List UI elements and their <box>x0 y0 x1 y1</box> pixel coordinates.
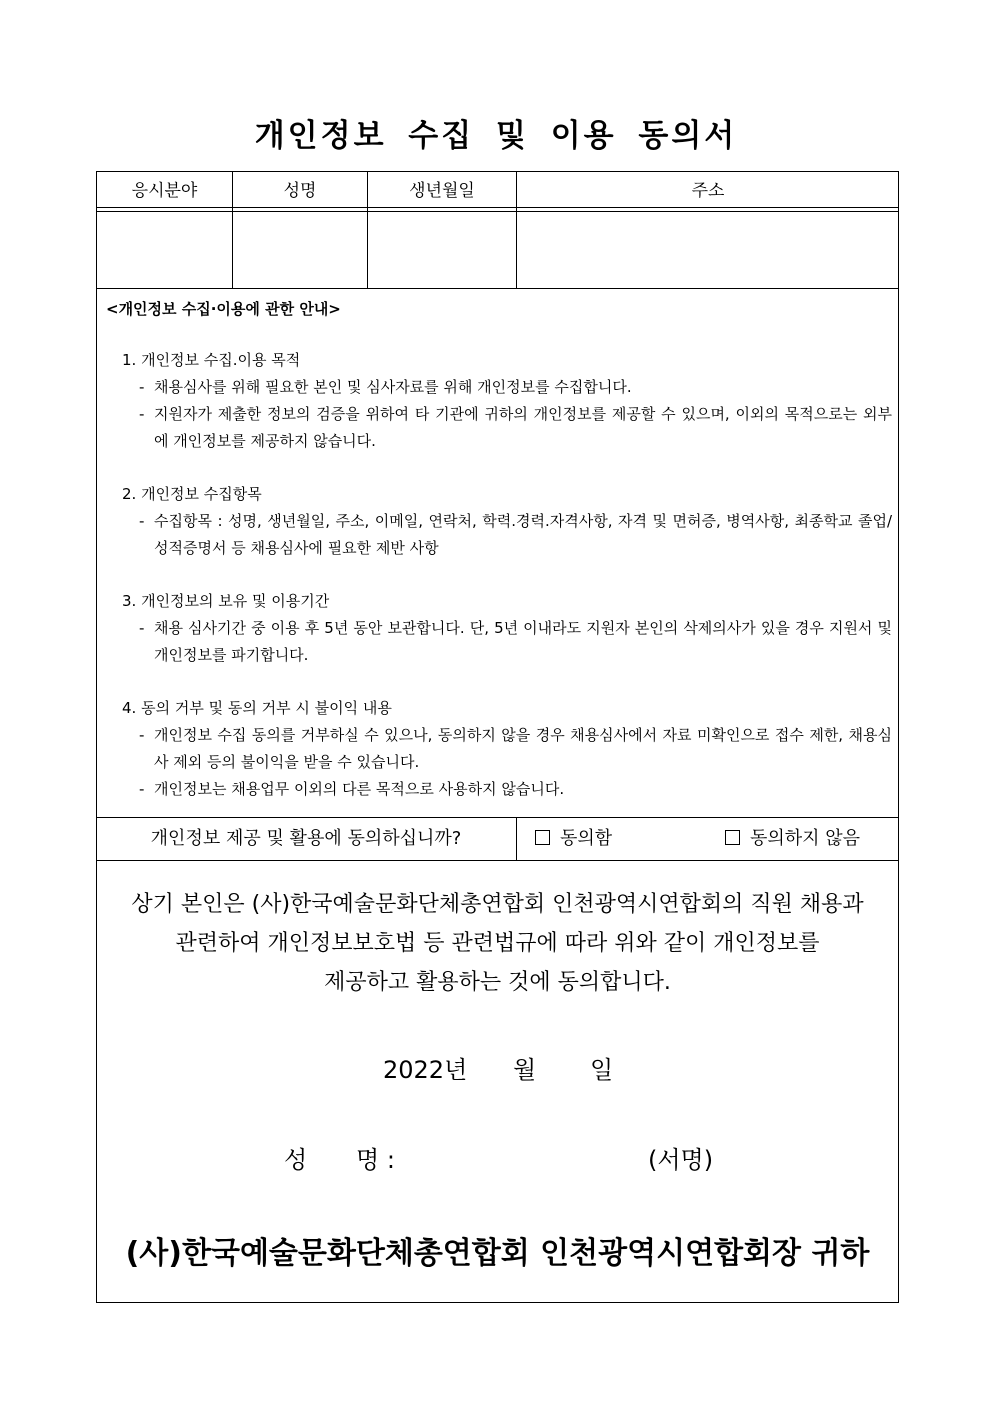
section-heading: 1. 개인정보 수집.이용 목적 <box>122 351 301 369</box>
bullet-mark: - <box>139 512 145 530</box>
bullet-item <box>106 401 892 455</box>
disagree-checkbox[interactable] <box>725 830 740 845</box>
section-refusal <box>106 695 892 803</box>
bullet-item <box>106 722 892 776</box>
bullet-mark: - <box>139 378 145 396</box>
signature-mark: (서명) <box>648 1146 714 1174</box>
consent-question: 개인정보 제공 및 활용에 동의하십니까? <box>150 828 462 849</box>
statement-line: 제공하고 활용하는 것에 동의합니다. <box>324 970 671 995</box>
bullet-item <box>106 776 892 803</box>
bullet-item <box>106 508 892 562</box>
addressee: (사)한국예술문화단체총연합회 인천광역시연합회장 귀하 <box>125 1236 870 1271</box>
section-heading: 2. 개인정보 수집항목 <box>122 485 262 503</box>
section-heading: 3. 개인정보의 보유 및 이용기간 <box>122 592 330 610</box>
bullet-text: 개인정보 수집 동의를 거부하실 수 있으나, 동의하지 않을 경우 채용심사에서 자료 미확인으로 접수 제한, 채용심사 제외 등의 불이익을 받을 수 있습니다. <box>154 726 892 771</box>
header-name: 성명 <box>283 181 317 201</box>
name-input-cell[interactable] <box>233 212 367 288</box>
header-address: 주소 <box>691 181 725 201</box>
consent-rule <box>96 860 899 861</box>
signature-name-field[interactable] <box>413 1142 633 1178</box>
signature-label-2: 명 : <box>356 1146 395 1174</box>
privacy-notice <box>106 298 892 829</box>
section-items <box>106 481 892 562</box>
birthdate-input-cell[interactable] <box>368 212 516 288</box>
field-input-cell[interactable] <box>97 212 232 288</box>
bullet-text: 지원자가 제출한 정보의 검증을 위하여 타 기관에 귀하의 개인정보를 제공할 수 있으며, 이외의 목적으로는 외부에 개인정보를 제공하지 않습니다. <box>154 405 892 450</box>
statement-line: 관련하여 개인정보보호법 등 관련법규에 따라 위와 같이 개인정보를 <box>175 931 820 956</box>
disagree-option[interactable] <box>725 818 860 860</box>
bullet-text: 개인정보는 채용업무 이외의 다른 목적으로 사용하지 않습니다. <box>154 780 565 798</box>
header-field: 응시분야 <box>131 181 198 201</box>
bullet-item <box>106 615 892 669</box>
date-day: 일 <box>590 1056 614 1084</box>
agree-checkbox[interactable] <box>535 830 550 845</box>
section-retention <box>106 588 892 669</box>
date-month: 월 <box>513 1056 537 1084</box>
header-birthdate: 생년월일 <box>409 181 475 201</box>
bullet-item <box>106 374 892 401</box>
notice-title: <개인정보 수집·이용에 관한 안내> <box>106 300 341 318</box>
section-heading: 4. 동의 거부 및 동의 거부 시 불이익 내용 <box>122 699 392 717</box>
agree-label: 동의함 <box>560 828 613 849</box>
header-rule-top <box>96 207 899 208</box>
address-input-cell[interactable] <box>517 212 899 288</box>
bullet-mark: - <box>139 780 145 798</box>
bullet-text: 채용심사를 위해 필요한 본인 및 심사자료를 위해 개인정보를 수집합니다. <box>154 378 632 396</box>
bullet-mark: - <box>139 726 145 744</box>
bullet-mark: - <box>139 619 145 637</box>
date-year: 2022년 <box>383 1056 468 1084</box>
statement-line: 상기 본인은 (사)한국예술문화단체총연합회 인천광역시연합회의 직원 채용과 <box>131 892 864 917</box>
bullet-mark: - <box>139 405 145 423</box>
applicant-row-rule <box>96 288 899 289</box>
bullet-text: 수집항목 : 성명, 생년월일, 주소, 이메일, 연락처, 학력.경력.자격사항, 자격 및 면허증, 병역사항, 최종학교 졸업/성적증명서 등 채용심사에 필요한 제반 사항 <box>154 512 892 557</box>
section-purpose <box>106 347 892 455</box>
consent-statement <box>100 885 895 1002</box>
agree-option[interactable] <box>535 818 612 860</box>
signature-label-1: 성 <box>284 1146 308 1174</box>
disagree-label: 동의하지 않음 <box>750 828 861 849</box>
document-title: 개인정보 수집 및 이용 동의서 <box>254 118 738 154</box>
bullet-text: 채용 심사기간 중 이용 후 5년 동안 보관합니다. 단, 5년 이내라도 지원자 본인의 삭제의사가 있을 경우 지원서 및 개인정보를 파기합니다. <box>154 619 892 664</box>
